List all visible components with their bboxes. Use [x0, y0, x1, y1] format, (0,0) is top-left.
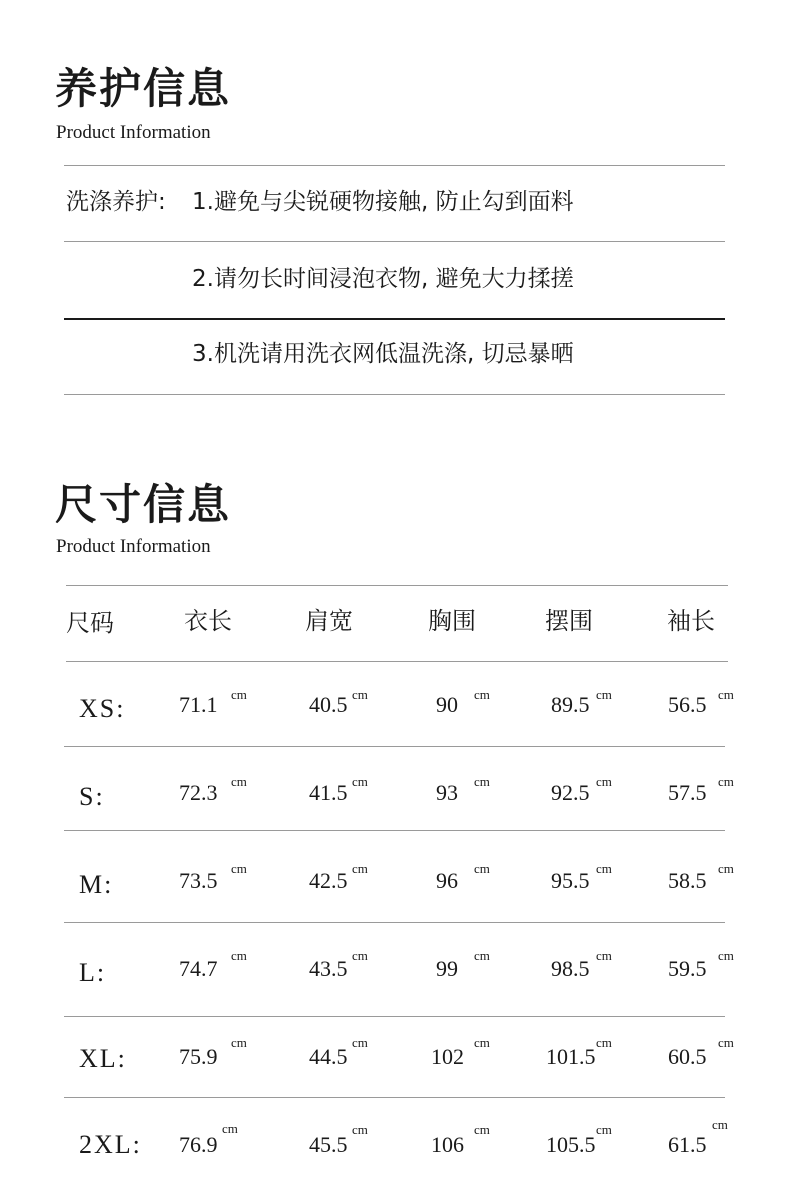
unit-cm: cm — [231, 948, 247, 963]
divider — [64, 922, 725, 923]
value-chest: 93 — [436, 780, 458, 805]
divider — [64, 830, 725, 831]
unit-cm: cm — [474, 774, 490, 789]
value-shoulder: 44.5 — [309, 1044, 348, 1069]
value-shoulder: 42.5 — [309, 868, 348, 893]
value-length: 75.9 — [179, 1044, 218, 1069]
care-label: 洗涤养护: — [66, 189, 166, 215]
value-hem: 105.5 — [546, 1132, 596, 1157]
header-chest: 胸围 — [428, 607, 476, 635]
value-sleeve: 57.5 — [668, 780, 707, 805]
unit-cm: cm — [474, 948, 490, 963]
value-shoulder: 43.5 — [309, 956, 348, 981]
value-shoulder: 40.5 — [309, 692, 348, 717]
value-sleeve: 56.5 — [668, 692, 707, 717]
value-hem: 101.5 — [546, 1044, 596, 1069]
header-shoulder: 肩宽 — [305, 607, 353, 635]
unit-cm: cm — [231, 1035, 247, 1050]
unit-cm: cm — [352, 1035, 368, 1050]
unit-cm: cm — [474, 1122, 490, 1137]
header-hem: 摆围 — [545, 607, 593, 635]
value-hem: 98.5 — [551, 956, 590, 981]
unit-cm: cm — [474, 1035, 490, 1050]
unit-cm: cm — [352, 774, 368, 789]
unit-cm: cm — [474, 861, 490, 876]
unit-cm: cm — [352, 861, 368, 876]
divider — [66, 661, 728, 662]
header-size: 尺码 — [66, 609, 114, 637]
value-sleeve: 61.5 — [668, 1132, 707, 1157]
unit-cm: cm — [596, 1122, 612, 1137]
size-title: 尺寸信息 — [55, 480, 232, 529]
divider — [64, 241, 725, 242]
value-sleeve: 58.5 — [668, 868, 707, 893]
unit-cm: cm — [231, 861, 247, 876]
size-label-s: S: — [79, 782, 105, 811]
unit-cm: cm — [718, 861, 734, 876]
value-chest: 99 — [436, 956, 458, 981]
unit-cm: cm — [718, 948, 734, 963]
value-chest: 102 — [431, 1044, 464, 1069]
care-item-2: 2.请勿长时间浸泡衣物, 避免大力揉搓 — [192, 266, 574, 292]
divider — [64, 746, 725, 747]
value-chest: 106 — [431, 1132, 464, 1157]
unit-cm: cm — [718, 774, 734, 789]
size-label-xs: XS: — [79, 694, 126, 723]
unit-cm: cm — [222, 1121, 238, 1136]
value-sleeve: 60.5 — [668, 1044, 707, 1069]
unit-cm: cm — [596, 861, 612, 876]
value-shoulder: 45.5 — [309, 1132, 348, 1157]
unit-cm: cm — [596, 687, 612, 702]
value-hem: 95.5 — [551, 868, 590, 893]
unit-cm: cm — [712, 1117, 728, 1132]
header-sleeve: 袖长 — [667, 607, 715, 635]
header-length: 衣长 — [184, 607, 232, 635]
value-hem: 92.5 — [551, 780, 590, 805]
divider — [64, 1097, 725, 1098]
value-length: 72.3 — [179, 780, 218, 805]
size-label-2xl: 2XL: — [79, 1130, 142, 1159]
divider — [64, 318, 725, 320]
size-label-m: M: — [79, 870, 114, 899]
value-chest: 96 — [436, 868, 458, 893]
unit-cm: cm — [352, 1122, 368, 1137]
value-shoulder: 41.5 — [309, 780, 348, 805]
value-length: 76.9 — [179, 1132, 218, 1157]
unit-cm: cm — [596, 1035, 612, 1050]
unit-cm: cm — [231, 687, 247, 702]
unit-cm: cm — [352, 687, 368, 702]
unit-cm: cm — [718, 687, 734, 702]
care-item-1: 1.避免与尖锐硬物接触, 防止勾到面料 — [192, 189, 574, 215]
unit-cm: cm — [474, 687, 490, 702]
care-subtitle: Product Information — [56, 122, 211, 143]
unit-cm: cm — [596, 774, 612, 789]
value-length: 73.5 — [179, 868, 218, 893]
value-chest: 90 — [436, 692, 458, 717]
size-label-xl: XL: — [79, 1044, 127, 1073]
size-subtitle: Product Information — [56, 536, 211, 557]
unit-cm: cm — [352, 948, 368, 963]
care-title: 养护信息 — [55, 64, 232, 113]
divider — [64, 1016, 725, 1017]
value-sleeve: 59.5 — [668, 956, 707, 981]
value-hem: 89.5 — [551, 692, 590, 717]
table-top-border — [66, 585, 728, 586]
size-label-l: L: — [79, 958, 107, 987]
value-length: 74.7 — [179, 956, 218, 981]
unit-cm: cm — [718, 1035, 734, 1050]
divider — [64, 394, 725, 395]
value-length: 71.1 — [179, 692, 218, 717]
divider — [64, 165, 725, 166]
unit-cm: cm — [231, 774, 247, 789]
care-item-3: 3.机洗请用洗衣网低温洗涤, 切忌暴晒 — [192, 341, 574, 367]
unit-cm: cm — [596, 948, 612, 963]
